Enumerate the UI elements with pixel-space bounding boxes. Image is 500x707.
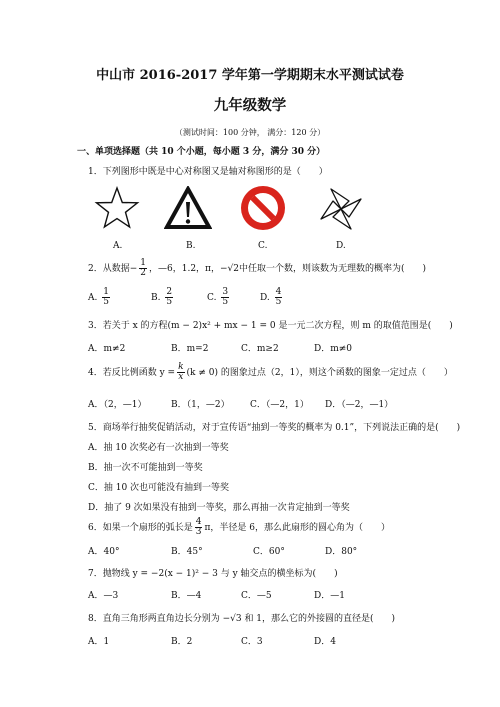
exam-title: 中山市 2016-2017 学年第一学期期末水平测试试卷	[96, 68, 404, 83]
q3-option-d[interactable]: D．m≠0	[314, 344, 353, 354]
q4-fraction	[177, 363, 184, 382]
q6-option-b[interactable]: B．45°	[171, 547, 203, 557]
q7-option-d[interactable]: D．—1	[314, 591, 345, 601]
q4-fraction-num: k	[178, 362, 184, 372]
q2-sqrt: −√2	[219, 264, 239, 274]
q5-option-a[interactable]: A．抽 10 次奖必有一次抽到一等奖	[88, 443, 229, 453]
exam-meta: （测试时间：100 分钟， 满分：120 分）	[174, 128, 326, 137]
q2-option-a[interactable]: A. $\frac{1}{5}$	[88, 287, 109, 307]
q2-text-pre: 2．从数据	[88, 264, 130, 274]
q5-option-d[interactable]: D．抽了 9 次如果没有抽到一等奖，那么再抽一次肯定抽到一等奖	[88, 503, 350, 513]
q3-option-c[interactable]: C．m≥2	[241, 344, 279, 354]
q6-fraction-den: 3	[195, 527, 202, 537]
q4-option-a[interactable]: A．（2，—1）	[88, 400, 147, 410]
q1-option-d[interactable]: D.	[336, 241, 346, 251]
q1-option-c[interactable]: C.	[258, 241, 268, 251]
q2-stem	[88, 259, 426, 278]
q1-option-a[interactable]: A.	[113, 241, 123, 251]
q3-option-a[interactable]: A．m≠2	[88, 344, 126, 354]
q6-option-d[interactable]: D．80°	[325, 547, 358, 557]
q7-option-c[interactable]: C．—5	[241, 591, 272, 601]
q2-option-b[interactable]: B. $\frac{2}{5}$	[151, 287, 173, 307]
q3-stem: 3．若关于 x 的方程(m − 2)x² + mx − 1 = 0 是一元二次方程，则 m 的取值范围是( )	[88, 321, 453, 331]
q2-option-c[interactable]: C. $\frac{3}{5}$	[207, 287, 229, 307]
star-icon	[94, 186, 140, 230]
q6-text-pre: 6．如果一个扇形的弧长是	[88, 523, 193, 533]
q1-option-b[interactable]: B.	[186, 241, 196, 251]
q2-text-post: 中任取一个数，则该数为无理数的概率为( )	[239, 264, 427, 274]
pinwheel-icon	[318, 186, 364, 232]
no-entry-icon	[239, 184, 287, 232]
section-title: 一、单项选择题（共 10 个小题，每小题 3 分，满分 30 分）	[77, 147, 326, 157]
q8-option-a[interactable]: A．1	[88, 637, 110, 647]
q5-option-c[interactable]: C．抽 10 次也可能没有抽到一等奖	[88, 483, 230, 493]
q4-stem	[88, 363, 453, 382]
q6-option-a[interactable]: A．40°	[88, 547, 120, 557]
q6-fraction-num: 4	[195, 517, 202, 527]
q5-option-b[interactable]: B．抽一次不可能抽到一等奖	[88, 463, 203, 473]
q1-stem: 1．下列图形中既是中心对称图又是轴对称图形的是（ ）	[88, 167, 328, 177]
q4-fraction-den: x	[178, 372, 184, 382]
q4-option-b[interactable]: B．（1，—2）	[171, 400, 230, 410]
q4-option-d[interactable]: D．（—2，—1）	[325, 400, 394, 410]
exam-subtitle: 九年级数学	[213, 97, 287, 114]
q2-text-mid: ，—6，1.2，π，	[149, 264, 220, 274]
q4-text-pre: 4．若反比例函数 y =	[88, 368, 176, 378]
q4-option-c[interactable]: C．（—2，1）	[250, 400, 309, 410]
q6-text-post: π，半径是 6，那么此扇形的圆心角为（ ）	[204, 523, 390, 533]
q2-fraction-num: 1	[140, 258, 147, 268]
q2-fraction-den: 2	[140, 268, 147, 278]
q6-stem	[88, 518, 390, 537]
q7-option-a[interactable]: A．—3	[88, 591, 119, 601]
q2-fraction	[139, 259, 147, 278]
q5-stem: 5．商场举行抽奖促销活动，对于宣传语“抽到一等奖的概率为 0.1”，下列说法正确的是( )	[88, 423, 461, 433]
q6-fraction	[195, 518, 203, 537]
warning-triangle-icon	[164, 186, 212, 230]
q8-stem: 8．直角三角形两直角边长分别为 −√3 和 1，那么它的外接圆的直径是( )	[88, 614, 396, 624]
q7-option-b[interactable]: B．—4	[171, 591, 202, 601]
q7-stem: 7．抛物线 y = −2(x − 1)² − 3 与 y 轴交点的横坐标为( )	[88, 569, 338, 579]
q8-option-d[interactable]: D．4	[314, 637, 336, 647]
q2-option-d[interactable]: D. $\frac{4}{5}$	[260, 287, 282, 307]
q6-option-c[interactable]: C．60°	[253, 547, 285, 557]
q2-neg-sign: −	[129, 264, 138, 274]
q8-option-b[interactable]: B．2	[171, 637, 193, 647]
q8-option-c[interactable]: C．3	[241, 637, 263, 647]
q4-text-post: (k ≠ 0) 的图象过点（2，1），则这个函数的图象一定过点（ ）	[186, 368, 453, 378]
q3-option-b[interactable]: B．m=2	[171, 344, 209, 354]
